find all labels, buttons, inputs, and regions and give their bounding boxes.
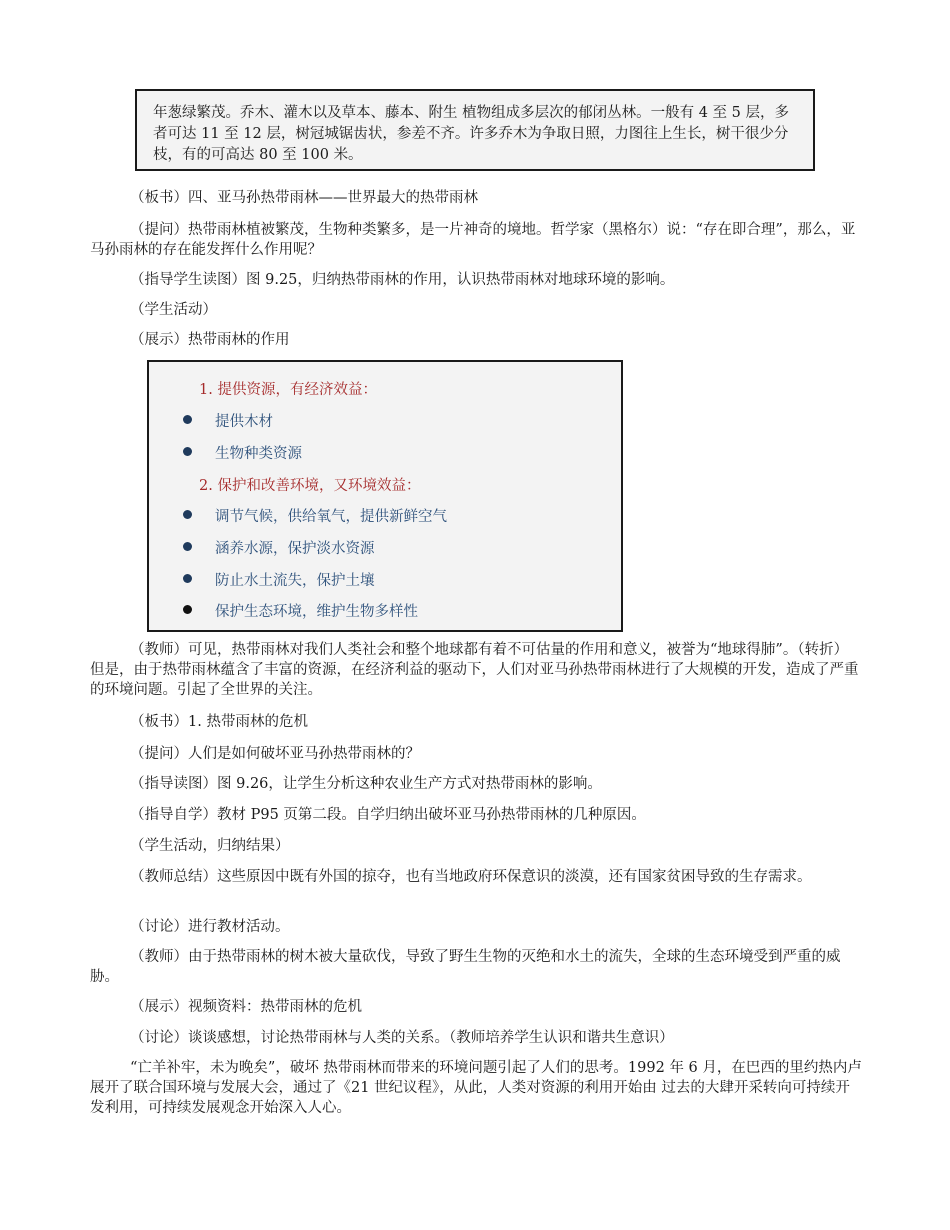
function-item-label: 保护生态环境，维护生物多样性	[215, 604, 418, 620]
paragraph-read-figure-926: （指导读图）图 9.26，让学生分析这种农业生产方式对热带雨林的影响。	[130, 776, 602, 792]
paragraph-teacher-summary: （教师总结）这些原因中既有外国的掠夺，也有当地政府环保意识的淡漠，还有国家贫困导致的生存需求。	[130, 869, 812, 885]
paragraph-discussion-activity: （讨论）进行教材活动。	[130, 919, 290, 935]
paragraph-question-1: （提问）热带雨林植被繁茂，生物种类繁多，是一片神奇的境地。哲学家（黑格尔）说：“存在即合理”，那么，亚马孙雨林的存在能发挥什么作用呢？	[90, 222, 856, 258]
paragraph-agenda-21: “亡羊补牢，未为晚矣”，破坏 热带雨林而带来的环境问题引起了人们的思考。1992 年 6 月，在巴西的里约热内卢展开了联合国环境与发展大会，通过了《21 世纪议程》，从此，人类对资源的利用开始由 过去的大肆开采转向可持续开发利用，可持续发展观念开始深入人心。	[90, 1060, 862, 1116]
paragraph-self-study: （指导自学）教材 P95 页第二段。自学归纳出破坏亚马孙热带雨林的几种原因。	[130, 807, 646, 823]
function-item	[215, 600, 418, 621]
bullet-icon	[183, 447, 192, 456]
function-heading-1: 1. 提供资源，有经济效益：	[199, 382, 377, 398]
paragraph-board-4: （板书）四、亚马孙热带雨林——世界最大的热带雨林	[130, 190, 478, 206]
quote-text: 年葱绿繁茂。乔木、灌木以及草本、藤本、附生 植物组成多层次的郁闭丛林。一般有 4 至 5 层，多者可达 11 至 12 层，树冠城锯齿状，参差不齐。许多乔木为争取日照，力图往上生长，树干很少分枝，有的可高达 80 至 100 米。	[153, 105, 789, 163]
function-item	[215, 442, 302, 463]
function-heading-2: 2. 保护和改善环境，又环境效益：	[199, 478, 421, 494]
paragraph-question-destroy: （提问）人们是如何破坏亚马孙热带雨林的？	[130, 746, 420, 762]
paragraph-student-summary: （学生活动，归纳结果）	[130, 838, 290, 854]
bullet-icon	[183, 574, 192, 583]
bullet-icon	[183, 510, 192, 519]
paragraph-discussion-feelings: （讨论）谈谈感想，讨论热带雨林与人类的关系。（教师培养学生认识和谐共生意识）	[130, 1030, 674, 1046]
function-item	[215, 537, 375, 558]
paragraph-show-function: （展示）热带雨林的作用	[130, 332, 290, 348]
function-item	[215, 569, 375, 590]
function-item	[215, 410, 273, 431]
paragraph-read-figure-925: （指导学生读图）图 9.25，归纳热带雨林的作用，认识热带雨林对地球环境的影响。	[130, 272, 675, 288]
function-item	[215, 505, 447, 526]
paragraph-show-video: （展示）视频资料：热带雨林的危机	[130, 999, 362, 1015]
function-item-label: 调节气候，供给氧气，提供新鲜空气	[215, 509, 447, 525]
bullet-icon	[183, 415, 192, 424]
function-item-label: 提供木材	[215, 414, 273, 430]
rainforest-function-box	[147, 360, 623, 632]
paragraph-teacher-threat: （教师）由于热带雨林的树木被大量砍伐，导致了野生生物的灭绝和水土的流失，全球的生态环境受到严重的威胁。	[90, 949, 841, 985]
function-item-label: 防止水土流失，保护土壤	[215, 573, 375, 589]
paragraph-student-activity: （学生活动）	[130, 302, 217, 318]
quote-box	[135, 89, 815, 171]
function-item-label: 涵养水源，保护淡水资源	[215, 541, 375, 557]
paragraph-board-crisis: （板书）1. 热带雨林的危机	[130, 714, 308, 730]
function-item-label: 生物种类资源	[215, 446, 302, 462]
bullet-icon	[183, 605, 192, 614]
bullet-icon	[183, 542, 192, 551]
paragraph-teacher-earth-lung: （教师）可见，热带雨林对我们人类社会和整个地球都有着不可估量的作用和意义，被誉为“地球得肺”。（转折）但是，由于热带雨林蕴含了丰富的资源，在经济利益的驱动下，人们对亚马孙热带雨林进行了大规模的开发，造成了严重的环境问题。引起了全世界的关注。	[90, 642, 859, 698]
